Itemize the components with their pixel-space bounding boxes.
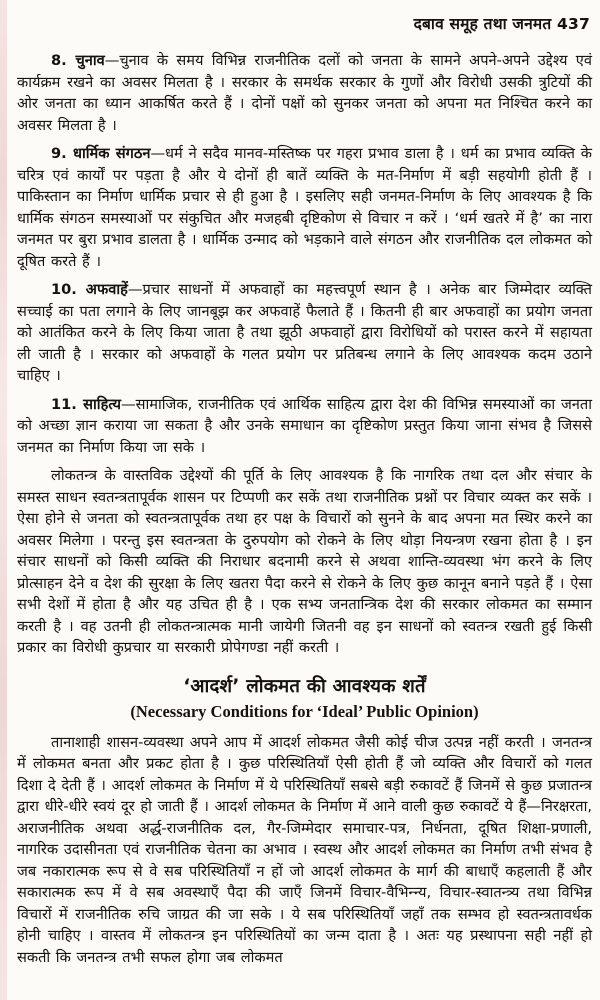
running-header <box>17 12 590 34</box>
paragraph-election-text: —चुनाव के समय विभिन्न राजनीतिक दलों को जनता के सामने अपने-अपने उद्देश्य एवं कार्यक्रम रखने का अवसर मिलता है । सरकार के समर्थक सरकार के गुणों और विरोधी उसकी त्रुटियों की ओर जनता का ध्यान आकर्षित करते हैं । दोनों पक्षों को सुनकर जनता को अपना मत निश्चित करने का अवसर मिलता है । <box>17 52 592 134</box>
paragraph-election <box>17 50 592 136</box>
paragraph-democracy-objectives-text: लोकतन्त्र के वास्तविक उद्देश्यों की पूर्ति के लिए आवश्यक है कि नागरिक तथा दल और संचार के समस्त साधन स्वतन्त्रतापूर्वक शासन पर टिप्पणी कर सकें तथा राजनीतिक प्रश्नों पर विचार व्यक्त कर सकें । ऐसा होने से जनता को स्वतन्त्रतापूर्वक तथा हर पक्ष के विचारों को सुनने के बाद अपना मत स्थिर करने का अवसर मिलेगा । परन्तु इस स्वतन्त्रता के दुरुपयोग को रोकने के लिए थोड़ा नियन्त्रण रखना होता है । इन संचार साधनों को किसी व्यक्ति की निराधार बदनामी करने से अथवा शान्ति-व्यवस्था भंग करने के लिए प्रोत्साहन देने व देश की सुरक्षा के लिए खतरा पैदा करने से रोकने के लिए कुछ कानून बनाने पड़ते हैं । ऐसा सभी देशों में होता है और यह उचित ही है । एक सभ्य जनतान्त्रिक देश की सरकार लोकमत का सम्मान करती है । वह उतनी ही लोकतन्त्रात्मक मानी जायेगी जितनी वह इन साधनों को स्वतन्त्र रखती हुई किसी प्रकार का विरोधी कुप्रचार या सरकारी प्रोपेगण्डा नहीं करती । <box>17 467 592 656</box>
paragraph-literature-text: —सामाजिक, राजनीतिक एवं आर्थिक साहित्य द्वारा देश की विभिन्न समस्याओं का जनता को अच्छा ज्ञान कराया जा सकता है और उनके समाधान का दृष्टिकोण प्रस्तुत किया जाना संभव है जिससे जनमत का निर्माण किया जा सके । <box>17 395 592 456</box>
section-heading-english: (Necessary Conditions for ‘Ideal’ Public Opinion) <box>130 701 479 721</box>
paragraph-election-lead: 8. चुनाव <box>51 52 105 69</box>
page-number: 437 <box>557 15 590 33</box>
paragraph-rumours <box>17 279 592 387</box>
paragraph-rumours-lead: 10. अफवाहें <box>51 281 128 298</box>
paragraph-ideal-public-opinion-text: तानाशाही शासन-व्यवस्था अपने आप में आदर्श लोकमत जैसी कोई चीज उत्पन्न नहीं करती । जनतन्त्र में लोकमत बनता और प्रकट होता है । कुछ परिस्थितियाँ ऐसी होती हैं जो व्यक्ति और विचारों को गलत दिशा दे देती हैं । आदर्श लोकमत के निर्माण में ये परिस्थितियाँ सबसे बड़ी रुकावटें हैं जिनमें से कुछ प्रजातन्त्र द्वारा धीरे-धीरे स्वयं दूर हो जाती हैं । आदर्श लोकमत के निर्माण में आने वाली कुछ रुकावटें ये हैं—निरक्षरता, अराजनीतिक अथवा अर्द्ध-राजनीतिक दल, गैर-जिम्मेदार समाचार-पत्र, निर्धनता, दूषित शिक्षा-प्रणाली, नागरिक उदासीनता एवं राजनीतिक चेतना का अभाव । स्वस्थ और आदर्श लोकमत का निर्माण तभी संभव है जब नकारात्मक रूप से वे सब परिस्थितियाँ न हों जो आदर्श लोकमत के मार्ग की बाधाएँ कहलाती हैं और सकारात्मक रूप में वे सब अवस्थाएँ पैदा की जाएँ जिनमें विचार-वैभिन्न्य, विचार-स्वातन्त्र्य तथा विभिन्न विचारों में राजनीतिक रुचि जाग्रत की जा सके । ये सब परिस्थितियाँ जहाँ तक सम्भव हो स्वतन्त्रतावर्धक होनी चाहिए । वास्तव में लोकतन्त्र इन परिस्थितियों का जन्म दाता है । अतः यह प्रस्थापना सही नहीं हो सकती कि जनतन्त्र तभी सफल होगा जब लोकमत <box>17 733 592 966</box>
paragraph-ideal-public-opinion <box>17 732 592 969</box>
paragraph-rumours-text: —प्रचार साधनों में अफवाहों का महत्त्वपूर्ण स्थान है । अनेक बार जिम्मेदार व्यक्ति सच्चाई का पता लगाने के लिए जानबूझ कर अफवाहें फैलाते हैं । कितनी ही बार अफवाहों का प्रयोग जनता को आतंकित करने के लिए किया जाता है तथा झूठी अफवाहों द्वारा विरोधियों को परास्त करने में सहायता ली जाती है । सरकार को अफवाहों के गलत प्रयोग पर प्रतिबन्ध लगाने के लिए आवश्यक कदम उठाने चाहिए । <box>17 281 592 384</box>
page-content <box>7 0 600 1000</box>
paragraph-democracy-objectives <box>17 465 592 659</box>
paragraph-religious-organisation <box>17 143 592 272</box>
paragraph-literature <box>17 394 592 459</box>
paragraph-religious-organisation-lead: 9. धार्मिक संगठन <box>51 145 151 162</box>
paragraph-literature-lead: 11. साहित्य <box>51 395 122 413</box>
section-heading-hindi: ‘आदर्श’ लोकमत की आवश्यक शर्तें <box>183 675 426 697</box>
running-header-title: दबाव समूह तथा जनमत <box>413 15 552 33</box>
paragraph-religious-organisation-text: —धर्म ने सदैव मानव-मस्तिष्क पर गहरा प्रभाव डाला है । धर्म का प्रभाव व्यक्ति के चरित्र एवं कार्यों पर पड़ता है और ये दोनों ही बातें व्यक्ति के मत-निर्माण में बड़ी सहयोगी होती हैं । पाकिस्तान का निर्माण धार्मिक प्रचार से ही हुआ है । इसलिए सही जनमत-निर्माण के लिए आवश्यक है कि धार्मिक संगठन समस्याओं पर संकुचित और मजहबी दृष्टिकोण से विचार न करें । ‘धर्म खतरे में है’ का नारा जनमत पर बुरा प्रभाव डालता है । धार्मिक उन्माद को भड़काने वाले संगठन और राजनीतिक दल लोकमत को दूषित करते हैं । <box>17 145 592 270</box>
page-binding-edge <box>0 0 7 1000</box>
